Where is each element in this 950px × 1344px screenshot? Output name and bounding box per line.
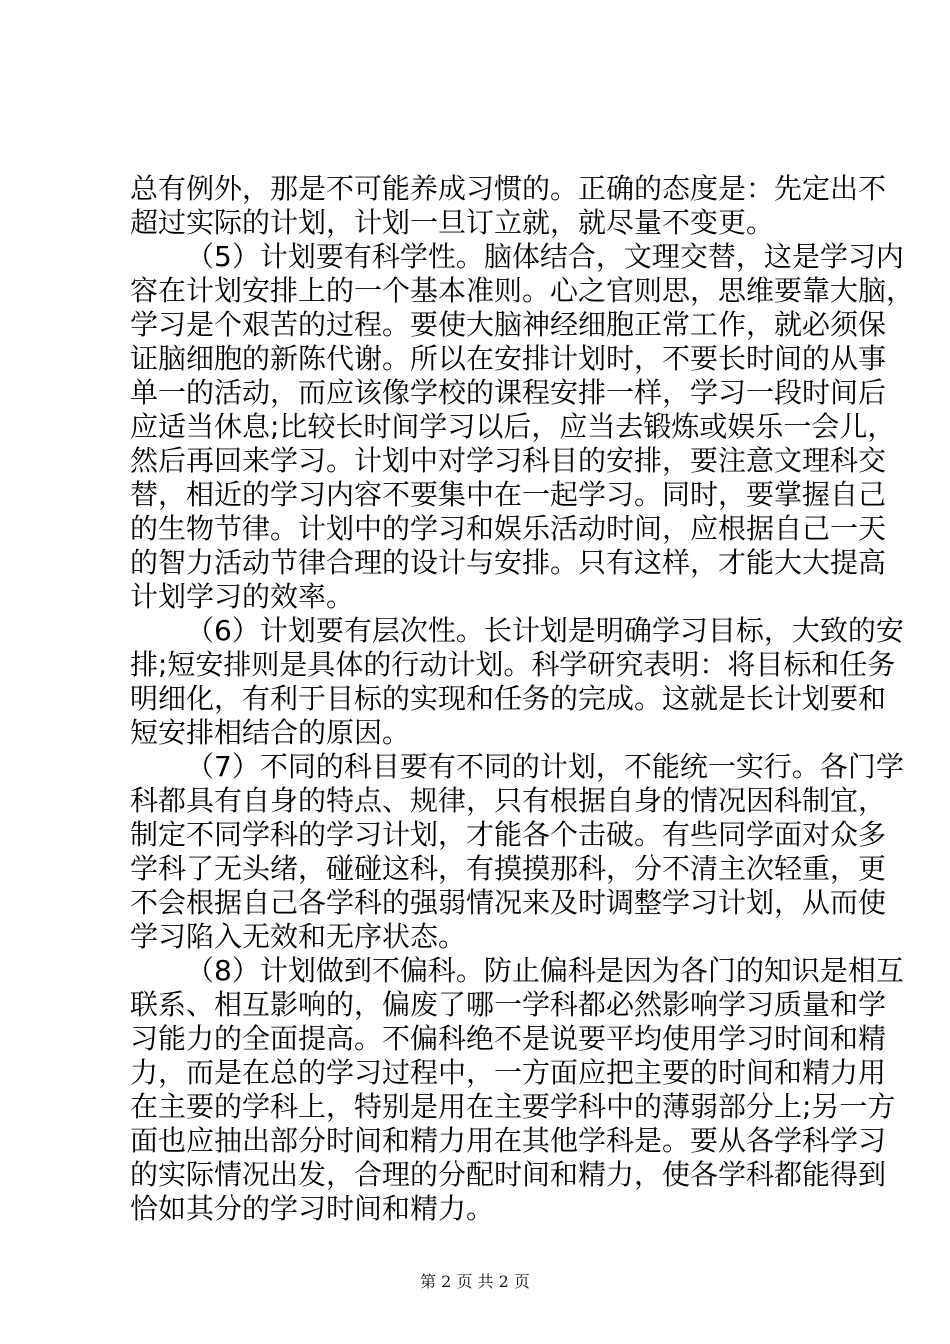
- text-line: 科都具有自身的特点、规律，只有根据自身的情况因科制宜，: [130, 784, 887, 817]
- text-line: 不会根据自己各学科的强弱情况来及时调整学习计划，从而使: [130, 886, 887, 919]
- page-number-footer: 第 2 页 共 2 页: [420, 1272, 530, 1291]
- text-line: 学习是个艰苦的过程。要使大脑神经细胞正常工作，就必须保: [130, 308, 887, 341]
- text-line: 力，而是在总的学习过程中，一方面应把主要的时间和精力用: [130, 1056, 887, 1089]
- text-line: （6）计划要有层次性。长计划是明确学习目标，大致的安: [186, 614, 904, 647]
- text-line: 应适当休息;比较长时间学习以后，应当去锻炼或娱乐一会儿，: [130, 410, 896, 443]
- text-line: 恰如其分的学习时间和精力。: [130, 1192, 495, 1225]
- text-line: 排;短安排则是具体的行动计划。科学研究表明：将目标和任务: [130, 648, 896, 681]
- text-line: 的生物节律。计划中的学习和娱乐活动时间，应根据自己一天: [130, 512, 887, 545]
- text-line: 短安排相结合的原因。: [130, 716, 411, 749]
- text-line: 总有例外，那是不可能养成习惯的。正确的态度是：先定出不: [130, 172, 887, 205]
- text-line: 学科了无头绪，碰碰这科，有摸摸那科，分不清主次轻重，更: [130, 852, 887, 885]
- text-line: 证脑细胞的新陈代谢。所以在安排计划时，不要长时间的从事: [130, 342, 887, 375]
- text-line: 超过实际的计划，计划一旦订立就，就尽量不变更。: [130, 206, 775, 239]
- text-line: 的智力活动节律合理的设计与安排。只有这样，才能大大提高: [130, 546, 887, 579]
- text-line: 面也应抽出部分时间和精力用在其他学科是。要从各学科学习: [130, 1124, 887, 1157]
- text-line: 习能力的全面提高。不偏科绝不是说要平均使用学习时间和精: [130, 1022, 887, 1055]
- text-line: 制定不同学科的学习计划，才能各个击破。有些同学面对众多: [130, 818, 887, 851]
- text-line: 然后再回来学习。计划中对学习科目的安排，要注意文理科交: [130, 444, 887, 477]
- text-line: 明细化，有利于目标的实现和任务的完成。这就是长计划要和: [130, 682, 887, 715]
- text-line: 联系、相互影响的，偏废了哪一学科都必然影响学习质量和学: [130, 988, 887, 1021]
- text-line: 的实际情况出发，合理的分配时间和精力，使各学科都能得到: [130, 1158, 887, 1191]
- text-line: （5）计划要有科学性。脑体结合，文理交替，这是学习内: [186, 240, 904, 273]
- text-line: 替，相近的学习内容不要集中在一起学习。同时，要掌握自己: [130, 478, 887, 511]
- text-line: 学习陷入无效和无序状态。: [130, 920, 467, 953]
- text-line: 单一的活动，而应该像学校的课程安排一样，学习一段时间后: [130, 376, 887, 409]
- text-line: 容在计划安排上的一个基本准则。心之官则思，思维要靠大脑，: [130, 274, 915, 307]
- text-line: （8）计划做到不偏科。防止偏科是因为各门的知识是相互: [186, 954, 904, 987]
- text-line: 在主要的学科上，特别是用在主要学科中的薄弱部分上;另一方: [130, 1090, 896, 1123]
- text-line: （7）不同的科目要有不同的计划，不能统一实行。各门学: [186, 750, 904, 783]
- text-line: 计划学习的效率。: [130, 580, 355, 613]
